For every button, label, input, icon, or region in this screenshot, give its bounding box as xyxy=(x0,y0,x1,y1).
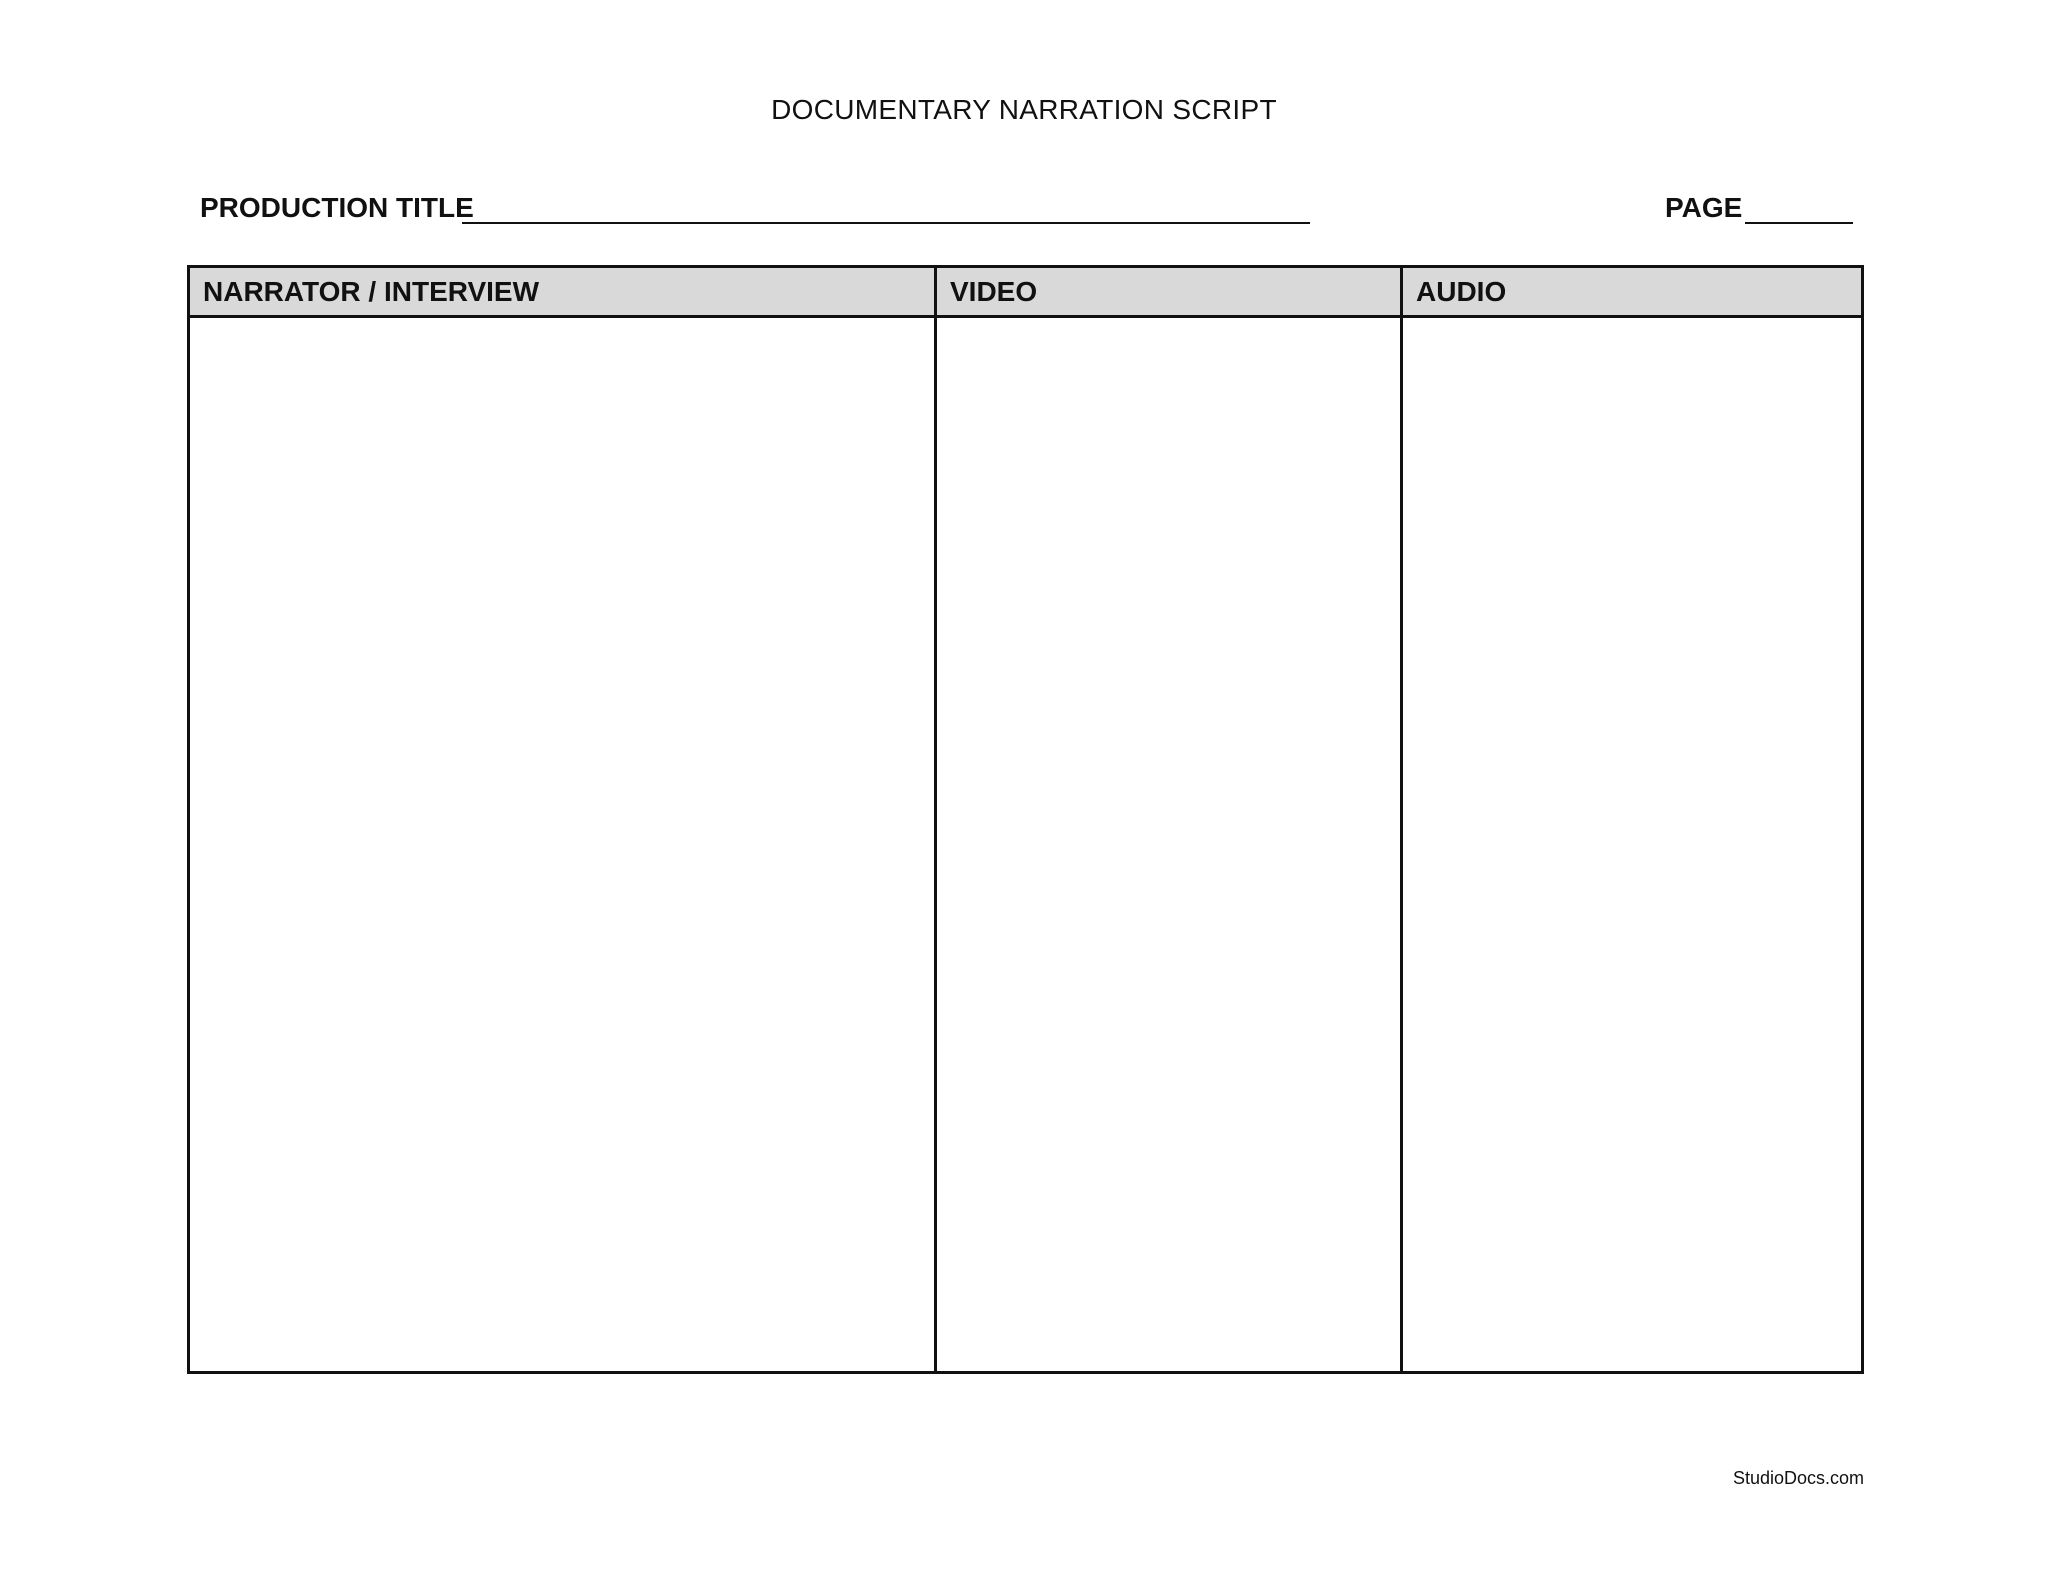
page-label: PAGE xyxy=(1665,192,1743,223)
header-fields xyxy=(200,186,1855,226)
column-header-narrator-interview: NARRATOR / INTERVIEW xyxy=(203,276,540,307)
table-row xyxy=(190,318,1861,1371)
column-header-video: VIDEO xyxy=(934,268,1400,315)
page-number-field[interactable] xyxy=(1745,222,1853,224)
footer-credit: StudioDocs.com xyxy=(1732,1468,1864,1488)
audio-cell[interactable] xyxy=(1400,318,1861,1371)
production-title-label: PRODUCTION TITLE xyxy=(200,192,474,223)
production-title-field[interactable] xyxy=(462,222,1310,224)
table-header-row xyxy=(190,268,1861,318)
document-title: DOCUMENTARY NARRATION SCRIPT xyxy=(771,94,1277,125)
narrator-interview-cell[interactable] xyxy=(190,318,934,1371)
video-cell[interactable] xyxy=(934,318,1400,1371)
column-header-audio: AUDIO xyxy=(1400,268,1861,315)
script-table xyxy=(187,265,1864,1374)
